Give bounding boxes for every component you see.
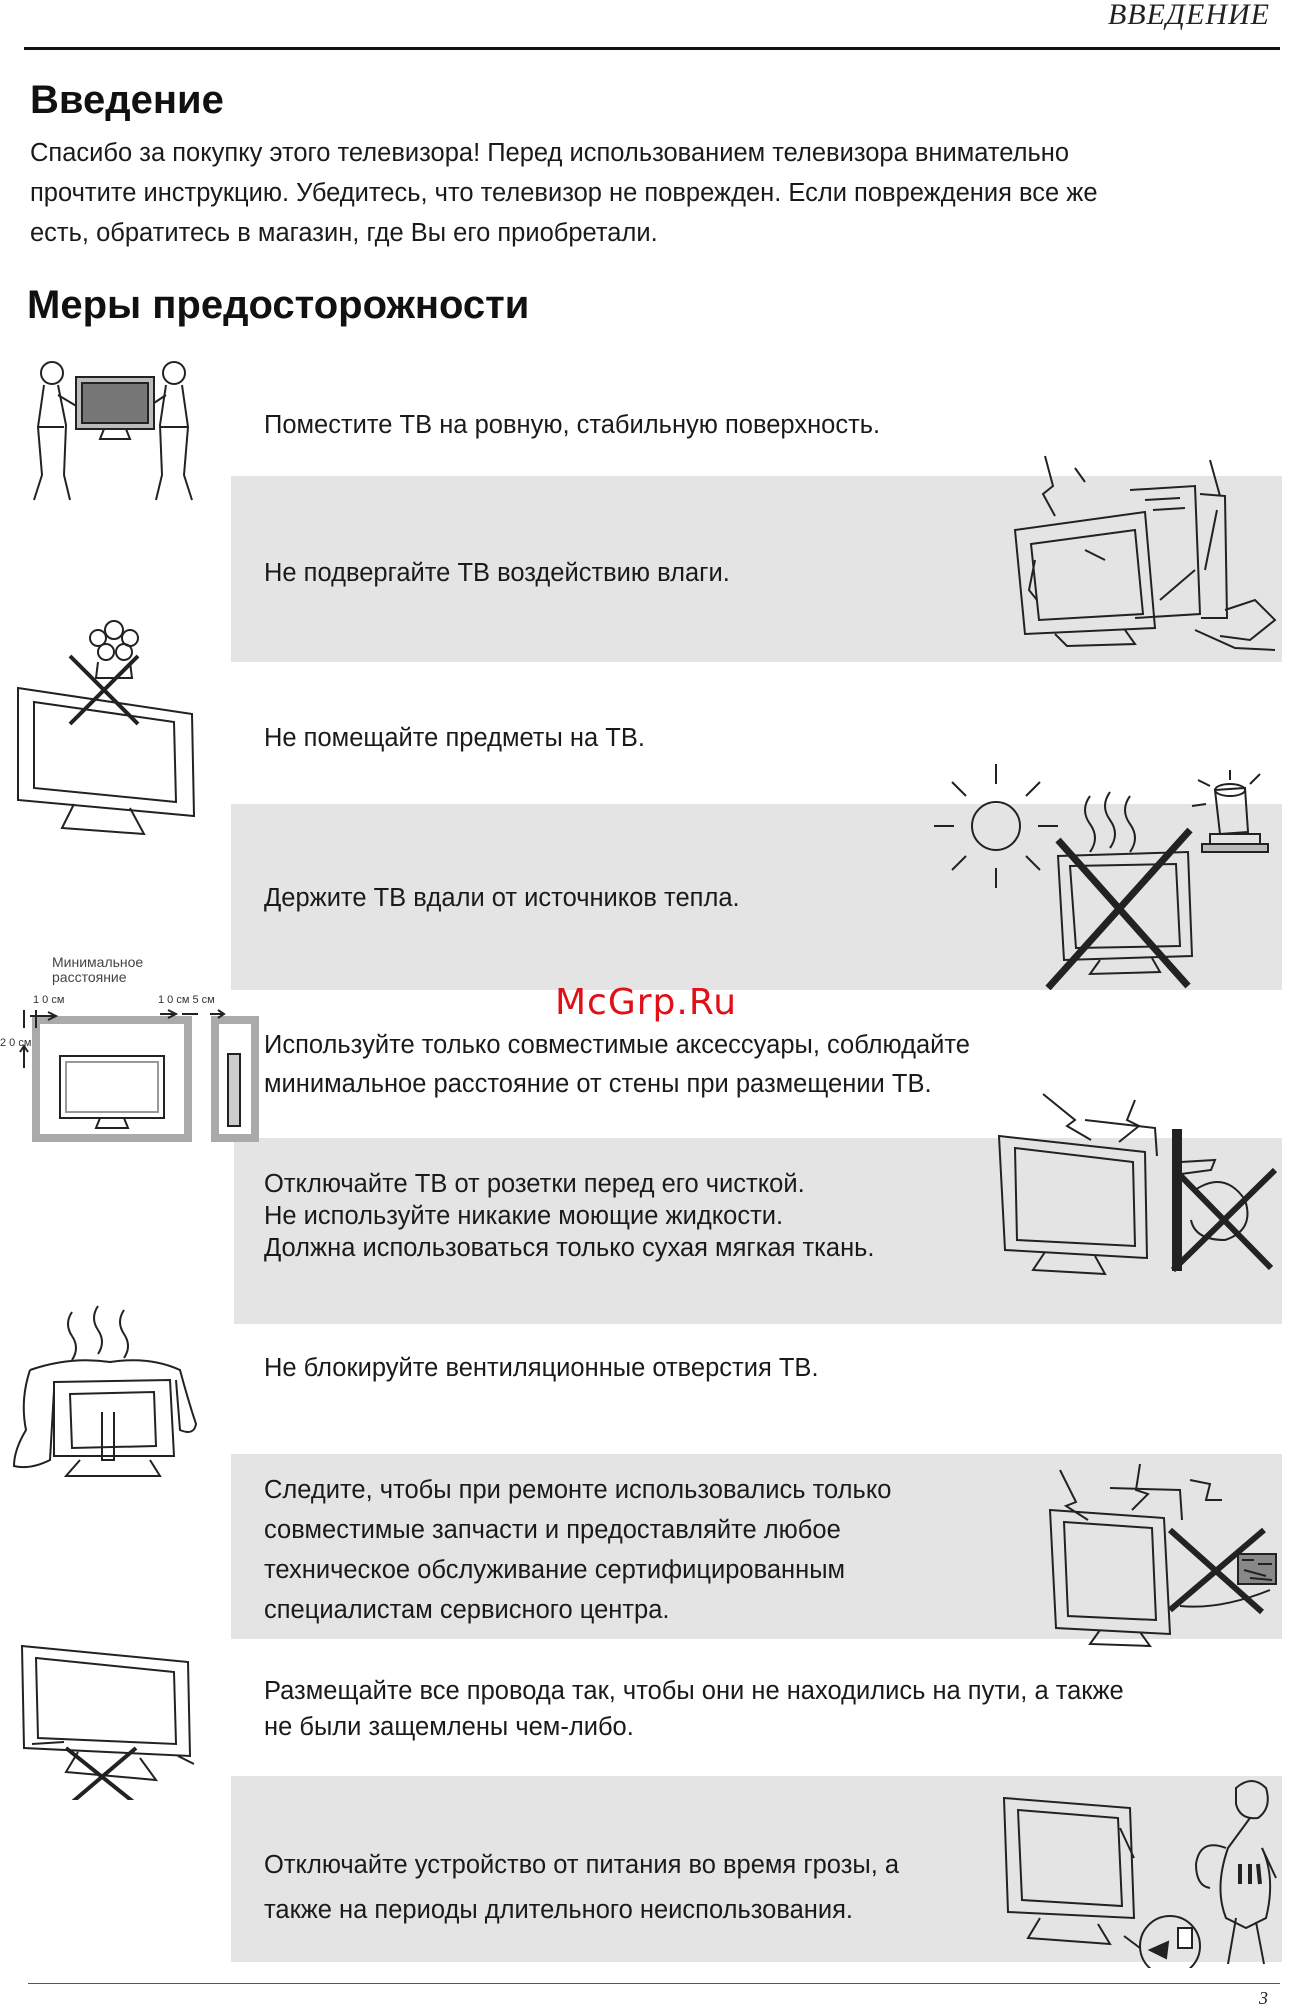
precaution-text-heat — [264, 880, 740, 916]
heat-source-icon — [930, 760, 1280, 990]
watermark: McGrp.Ru — [555, 982, 738, 1023]
carry-tv-icon — [14, 355, 214, 505]
distance-title-line: Минимальное — [52, 954, 144, 970]
precaution-line: минимальное расстояние от стены при размещении ТВ. — [264, 1070, 932, 1098]
distance-label-left: 1 0 см — [33, 994, 65, 1006]
intro-paragraph — [30, 133, 1230, 253]
distance-label-top: 2 0 см — [0, 1037, 32, 1049]
precaution-line: Отключайте ТВ от розетки перед его чисткой. — [264, 1170, 805, 1198]
precaution-line: не были защемлены чем-либо. — [264, 1713, 634, 1741]
precaution-line: специалистам сервисного центра. — [264, 1596, 670, 1624]
precaution-line: совместимые запчасти и предоставляйте любое — [264, 1516, 841, 1544]
section-title: ВВЕДЕНИЕ — [1107, 0, 1270, 31]
precaution-text-service — [264, 1470, 891, 1630]
precaution-text-ventilation — [264, 1350, 819, 1386]
thunderstorm-unplug-icon — [1000, 1768, 1280, 1968]
precaution-line: Используйте только совместимые аксессуары, соблюдайте — [264, 1031, 970, 1059]
cable-pinch-icon — [18, 1640, 198, 1800]
precaution-text-stable-surface — [264, 407, 880, 443]
page-number: 3 — [1259, 1988, 1268, 2008]
distance-title-line: расстояние — [52, 969, 127, 985]
precautions-heading: Меры предосторожности — [27, 283, 530, 327]
precaution-line: Поместите ТВ на ровную, стабильную поверхность. — [264, 411, 881, 439]
distance-label-right: 1 0 см 5 см — [158, 994, 215, 1006]
precaution-line: Должна использоваться только сухая мягкая ткань. — [264, 1234, 875, 1262]
precaution-line: также на периоды длительного неиспользования. — [264, 1896, 854, 1924]
precaution-text-storm — [264, 1843, 899, 1933]
precaution-line: Держите ТВ вдали от источников тепла. — [264, 884, 740, 912]
precaution-text-moisture — [264, 555, 730, 591]
distance-title — [52, 955, 143, 985]
precaution-line: Не используйте никакие моющие жидкости. — [264, 1202, 784, 1230]
header-divider — [24, 47, 1280, 50]
precaution-line: Следите, чтобы при ремонте использовались только — [264, 1476, 892, 1504]
intro-heading: Введение — [30, 78, 224, 122]
intro-line: Спасибо за покупку этого телевизора! Перед использованием телевизора внимательно — [30, 139, 1070, 167]
precaution-line: Отключайте устройство от питания во время грозы, а — [264, 1851, 900, 1879]
precaution-line: техническое обслуживание сертифицированным — [264, 1556, 846, 1584]
intro-line: прочтите инструкцию. Убедитесь, что телевизор не поврежден. Если повреждения все же — [30, 179, 1098, 207]
precaution-line: Не блокируйте вентиляционные отверстия ТВ. — [264, 1354, 819, 1382]
precaution-text-no-objects — [264, 720, 645, 756]
precaution-line: Не подвергайте ТВ воздействию влаги. — [264, 559, 730, 587]
precaution-text-cleaning — [264, 1168, 875, 1264]
service-repair-icon — [1040, 1460, 1280, 1650]
ventilation-blocked-icon — [10, 1300, 205, 1480]
moisture-icon — [995, 450, 1280, 662]
precaution-line: Не помещайте предметы на ТВ. — [264, 724, 645, 752]
precaution-line: Размещайте все провода так, чтобы они не находились на пути, а также — [264, 1677, 1124, 1705]
unplug-cleaning-icon — [995, 1090, 1280, 1290]
intro-line: есть, обратитесь в магазин, где Вы его приобретали. — [30, 219, 658, 247]
precaution-text-cables — [264, 1673, 1124, 1745]
no-objects-on-tv-icon — [14, 608, 204, 838]
footer-divider — [28, 1983, 1280, 1984]
precaution-text-accessories — [264, 1026, 970, 1104]
